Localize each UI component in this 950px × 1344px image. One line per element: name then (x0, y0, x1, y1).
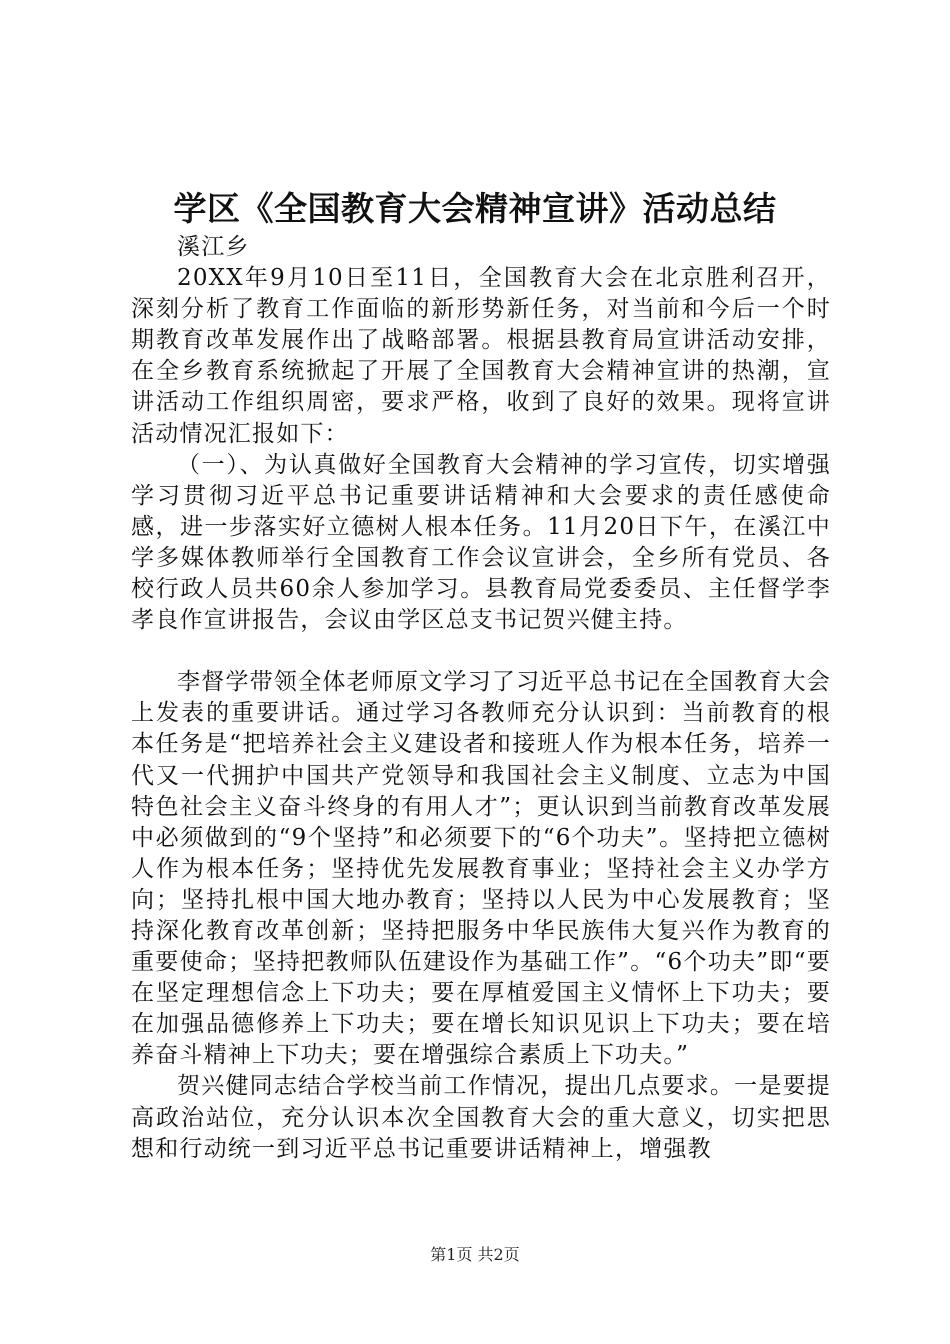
paragraph-intro: 20XX年9月10日至11日，全国教育大会在北京胜利召开，深刻分析了教育工作面临的新形势新任务，对当前和今后一个时期教育改革发展作出了战略部署。根据县教育局宣讲活动安排，在全乡教育系统掀起了开展了全国教育大会精神宣讲的热潮，宣讲活动工作组织周密，要求严格，收到了良好的效果。现将宣讲活动情况汇报如下： (131, 265, 831, 447)
paragraph-section-one: （一）、为认真做好全国教育大会精神的学习宣传，切实增强学习贯彻习近平总书记重要讲话精神和大会要求的责任感使命感，进一步落实好立德树人根本任务。11月20日下午，在溪江中学多媒体教师举行全国教育工作会议宣讲会，全乡所有党员、各校行政人员共60余人参加学习。县教育局党委委员、主任督学李孝良作宣讲报告，会议由学区总支书记贺兴健主持。 (131, 451, 831, 634)
document-title: 学区《全国教育大会精神宣讲》活动总结 (173, 189, 777, 228)
paragraph-spacer (131, 636, 831, 667)
paragraph-speech-study: 李督学带领全体老师原文学习了习近平总书记在全国教育大会上发表的重要讲话。通过学习各教师充分认识到：当前教育的根本任务是“把培养社会主义建设者和接班人作为根本任务，培养一代又一代拥护中国共产党领导和我国社会主义制度、立志为中国特色社会主义奋斗终身的有用人才”；更认识到当前教育改革发展中必须做到的“9个坚持”和必须要下的“6个功夫”。坚持把立德树人作为根本任务；坚持优先发展教育事业；坚持社会主义办学方向；坚持扎根中国大地办教育；坚持以人民为中心发展教育；坚持深化教育改革创新；坚持把服务中华民族伟大复兴作为教育的重要使命；坚持把教师队伍建设作为基础工作”。“6个功夫”即“要在坚定理想信念上下功夫；要在厚植爱国主义情怀上下功夫；要在加强品德修养上下功夫；要在增长知识见识上下功夫；要在培养奋斗精神上下功夫；要在增强综合素质上下功夫。” (131, 669, 831, 1069)
paragraph-requirements: 贺兴健同志结合学校当前工作情况，提出几点要求。一是要提高政治站位，充分认识本次全国教育大会的重大意义，切实把思想和行动统一到习近平总书记重要讲话精神上，增强教 (131, 1073, 831, 1162)
author-line: 溪江乡 (177, 234, 250, 260)
page-number-footer: 第1页 共2页 (430, 1245, 520, 1264)
document-body (131, 232, 831, 1165)
